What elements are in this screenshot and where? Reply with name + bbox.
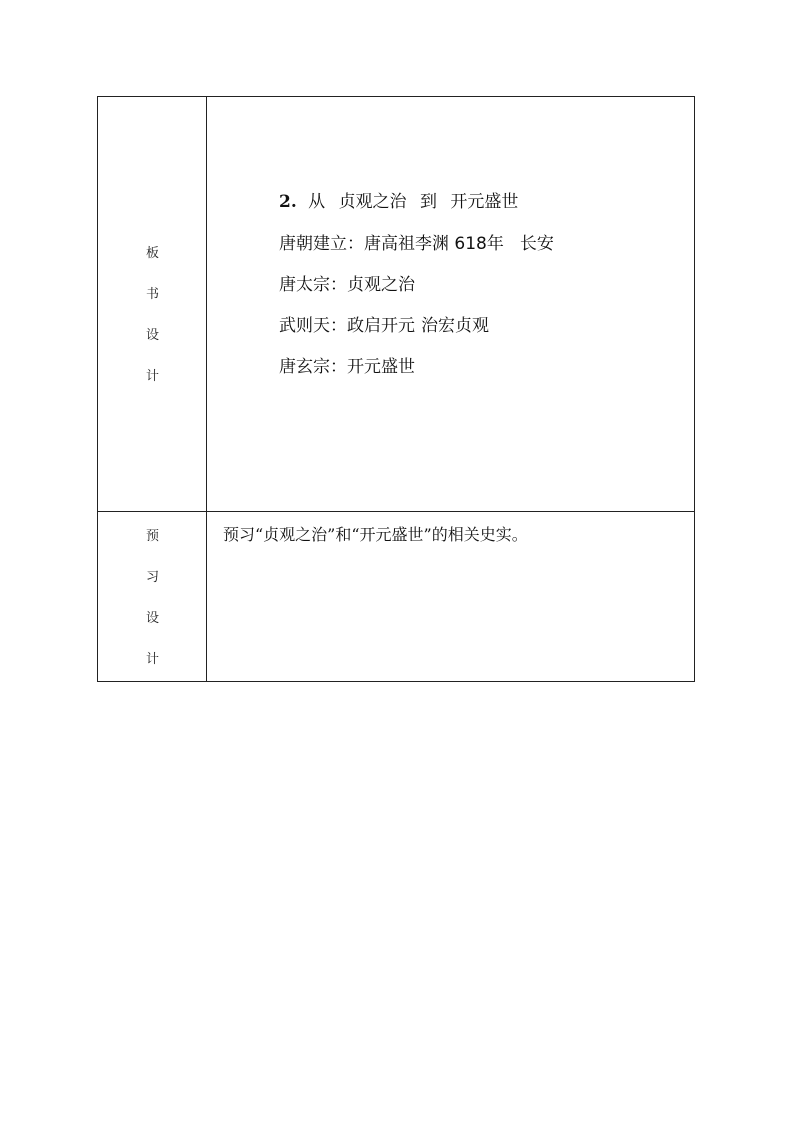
board-line-2	[279, 274, 415, 296]
board-line-2-prefix: 唐太宗：	[279, 275, 347, 295]
preview-label-char-2: 习	[145, 570, 159, 585]
preview-label-char-3: 设	[145, 611, 159, 626]
preview-label-char-4: 计	[145, 652, 159, 667]
board-title-word-2: 贞观之治	[338, 192, 407, 212]
board-line-1-prefix: 唐朝建立：	[279, 234, 364, 254]
board-title-word-1: 从	[308, 192, 326, 212]
board-line-1-extra: 长安	[519, 234, 554, 254]
board-design-content-cell	[207, 97, 694, 511]
board-line-3-prefix: 武则天：	[279, 316, 347, 336]
board-label-char-4: 计	[145, 369, 159, 384]
board-line-1-main: 唐高祖李渊 618年	[364, 234, 504, 254]
board-line-3-main: 政启开元	[347, 316, 415, 336]
board-line-4-main: 开元盛世	[347, 357, 415, 377]
board-line-4-prefix: 唐玄宗：	[279, 357, 347, 377]
board-line-3-extra: 治宏贞观	[421, 316, 489, 336]
board-line-2-main: 贞观之治	[347, 275, 415, 295]
board-line-1	[279, 233, 554, 255]
board-title-word-4: 开元盛世	[450, 192, 519, 212]
preview-design-row	[98, 512, 694, 681]
board-title-word-3: 到	[419, 192, 437, 212]
board-design-label-cell	[98, 97, 207, 511]
preview-text: 预习“贞观之治”和“开元盛世”的相关史实。	[223, 525, 528, 544]
board-line-4	[279, 356, 415, 378]
preview-design-content-cell	[207, 512, 694, 681]
preview-label-char-1: 预	[145, 529, 159, 544]
board-line-3	[279, 315, 489, 337]
board-label-char-1: 板	[145, 246, 159, 261]
board-label-char-3: 设	[145, 328, 159, 343]
board-title-number: 2.	[279, 192, 297, 212]
lesson-table	[97, 96, 695, 682]
preview-design-label-cell	[98, 512, 207, 681]
board-design-row	[98, 97, 694, 512]
board-title	[279, 191, 518, 213]
board-label-char-2: 书	[145, 287, 159, 302]
